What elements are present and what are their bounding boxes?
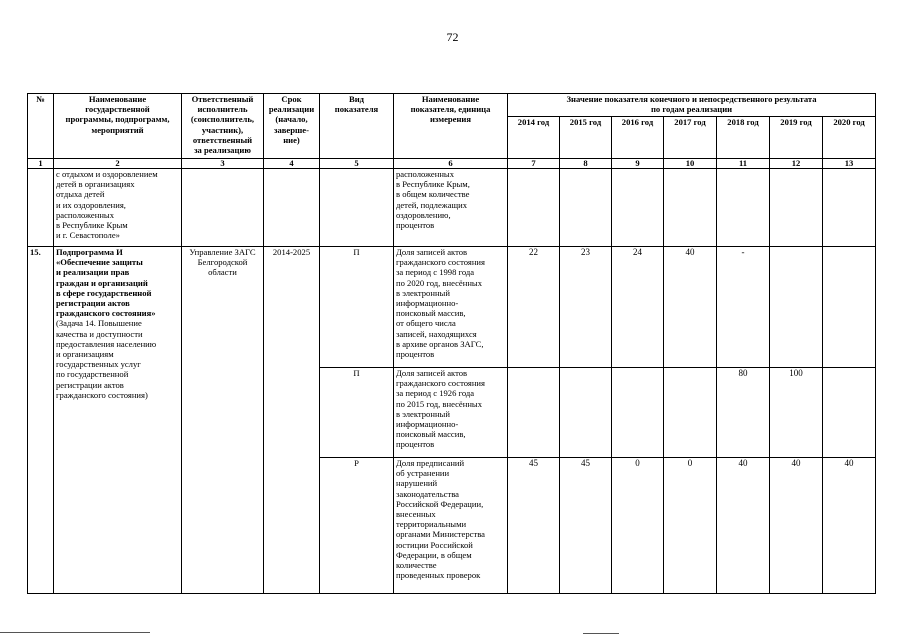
header-year-2014: 2014 год bbox=[508, 117, 560, 159]
column-number: 4 bbox=[264, 159, 320, 169]
header-col-name: Наименование государственной программы, подпрограмм, мероприятий bbox=[54, 94, 182, 159]
value-cell bbox=[823, 169, 876, 247]
value-2016: 24 bbox=[612, 247, 664, 368]
header-year-2017: 2017 год bbox=[664, 117, 717, 159]
value-2015: 23 bbox=[560, 247, 612, 368]
value-cell bbox=[717, 169, 770, 247]
value-2018: - bbox=[717, 247, 770, 368]
value-2019: 100 bbox=[770, 368, 823, 458]
value-2016: 0 bbox=[612, 458, 664, 594]
header-row-1 bbox=[28, 94, 876, 117]
header-values-group: Значение показателя конечного и непосредственного результата по годам реализации bbox=[508, 94, 876, 117]
header-col-kind: Вид показателя bbox=[320, 94, 394, 159]
column-number: 11 bbox=[717, 159, 770, 169]
subprogram-name bbox=[54, 247, 182, 594]
implementation-term: 2014-2025 bbox=[264, 247, 320, 594]
column-number: 5 bbox=[320, 159, 394, 169]
header-year-2015: 2015 год bbox=[560, 117, 612, 159]
indicator-text: Доля записей актов гражданского состояния за период с 1926 года по 2015 год, внесённых в электронный информационно- поисковый массив, процентов bbox=[394, 368, 508, 458]
indicator-text: Доля предписаний об устранении нарушений законодательства Российской Федерации, внесенных территориальными органами Министерства юстиции Российской Федерации, в общем количестве проведенных проверок bbox=[394, 458, 508, 594]
row-number-cell bbox=[28, 169, 54, 247]
indicator-continuation: расположенных в Республике Крым, в общем количестве детей, подлежащих оздоровлению, процентов bbox=[394, 169, 508, 247]
value-2015: 45 bbox=[560, 458, 612, 594]
indicators-table bbox=[27, 93, 876, 594]
value-2014 bbox=[508, 368, 560, 458]
table-row-continuation bbox=[28, 169, 876, 247]
scan-artifact-line bbox=[583, 633, 619, 634]
column-number: 8 bbox=[560, 159, 612, 169]
responsible-executor: Управление ЗАГС Белгородской области bbox=[182, 247, 264, 594]
indicator-kind: Р bbox=[320, 458, 394, 594]
value-2020: 40 bbox=[823, 458, 876, 594]
value-cell bbox=[664, 169, 717, 247]
subprogram-title: Подпрограмма И «Обеспечение защиты и реализации прав граждан и организаций в сфере государственной регистрации актов гражданского состояния» bbox=[56, 247, 156, 319]
indicator-kind: П bbox=[320, 368, 394, 458]
column-number: 9 bbox=[612, 159, 664, 169]
value-2020 bbox=[823, 368, 876, 458]
kind-cell bbox=[320, 169, 394, 247]
value-2017: 0 bbox=[664, 458, 717, 594]
header-year-2018: 2018 год bbox=[717, 117, 770, 159]
column-numbers-row bbox=[28, 159, 876, 169]
value-2018: 40 bbox=[717, 458, 770, 594]
subprogram-task: (Задача 14. Повышение качества и доступности предоставления населению и организациям государственных услуг по государственной регистрации актов гражданского состояния) bbox=[56, 318, 157, 400]
scan-artifact-line bbox=[0, 632, 150, 633]
column-number: 13 bbox=[823, 159, 876, 169]
header-year-2016: 2016 год bbox=[612, 117, 664, 159]
value-cell bbox=[560, 169, 612, 247]
header-col-indicator: Наименование показателя, единица измерения bbox=[394, 94, 508, 159]
value-2014: 45 bbox=[508, 458, 560, 594]
column-number: 2 bbox=[54, 159, 182, 169]
value-2014: 22 bbox=[508, 247, 560, 368]
table-row-item15-indicator1 bbox=[28, 247, 876, 368]
column-number: 12 bbox=[770, 159, 823, 169]
value-cell bbox=[770, 169, 823, 247]
column-number: 1 bbox=[28, 159, 54, 169]
program-name-continuation: с отдыхом и оздоровлением детей в организациях отдыха детей и их оздоровления, расположенных в Республике Крым и г. Севастополе» bbox=[54, 169, 182, 247]
indicator-text: Доля записей актов гражданского состояния за период с 1998 года по 2020 год, внесённых в электронный информационно- поисковый массив, от общего числа записей, находящихся в архиве органов ЗАГС, процентов bbox=[394, 247, 508, 368]
responsible-cell bbox=[182, 169, 264, 247]
value-cell bbox=[508, 169, 560, 247]
header-col-no: № bbox=[28, 94, 54, 159]
value-2019: 40 bbox=[770, 458, 823, 594]
value-2019 bbox=[770, 247, 823, 368]
header-col-responsible: Ответственный исполнитель (соисполнитель, участник), ответственный за реализацию bbox=[182, 94, 264, 159]
value-2017: 40 bbox=[664, 247, 717, 368]
header-col-term: Срок реализации (начало, заверше- ние) bbox=[264, 94, 320, 159]
value-2015 bbox=[560, 368, 612, 458]
indicator-kind: П bbox=[320, 247, 394, 368]
column-number: 6 bbox=[394, 159, 508, 169]
value-2020 bbox=[823, 247, 876, 368]
column-number: 7 bbox=[508, 159, 560, 169]
value-2016 bbox=[612, 368, 664, 458]
value-cell bbox=[612, 169, 664, 247]
page-number: 72 bbox=[446, 30, 459, 44]
row-number: 15. bbox=[28, 247, 54, 594]
value-2017 bbox=[664, 368, 717, 458]
term-cell bbox=[264, 169, 320, 247]
column-number: 3 bbox=[182, 159, 264, 169]
header-year-2020: 2020 год bbox=[823, 117, 876, 159]
column-number: 10 bbox=[664, 159, 717, 169]
header-year-2019: 2019 год bbox=[770, 117, 823, 159]
value-2018: 80 bbox=[717, 368, 770, 458]
